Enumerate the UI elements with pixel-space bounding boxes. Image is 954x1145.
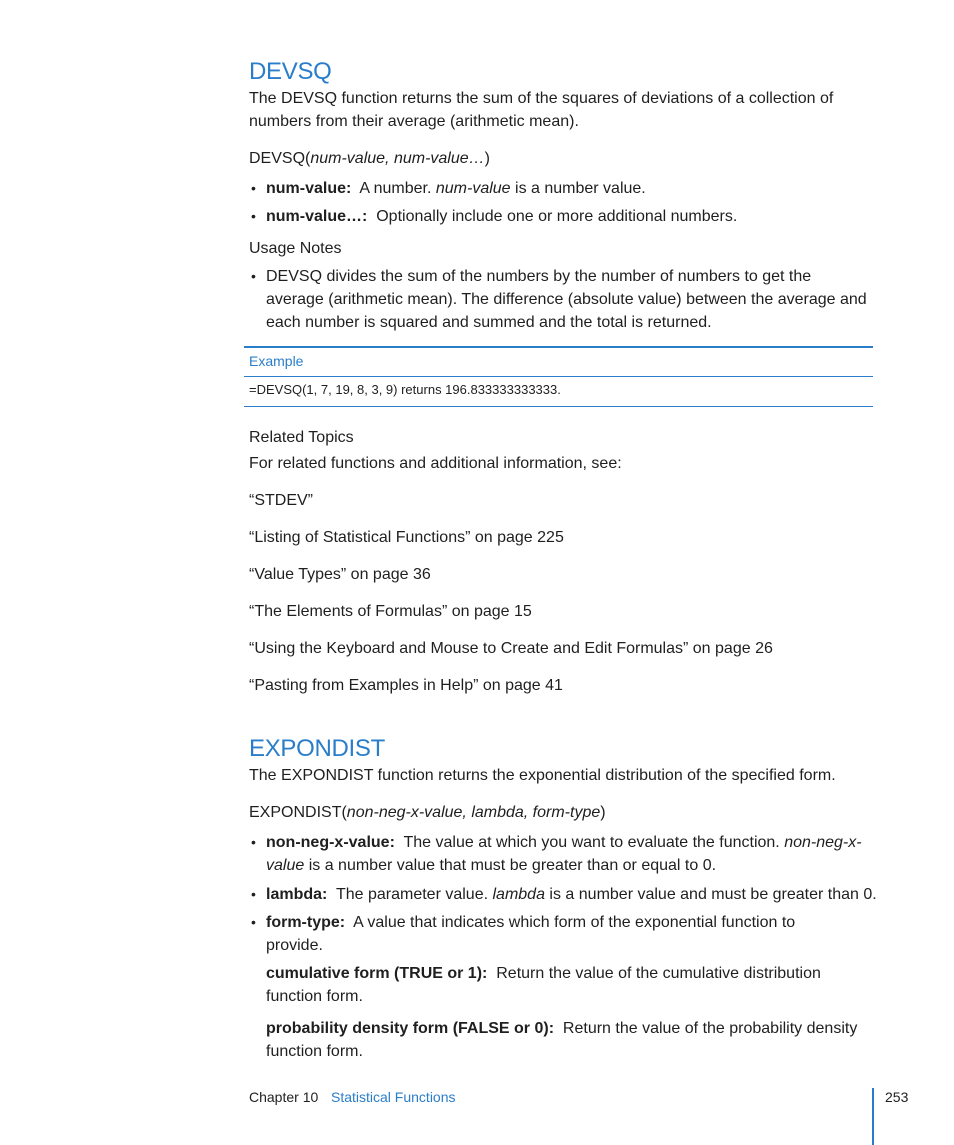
arg-italic: value	[266, 857, 305, 874]
usage-notes-heading: Usage Notes	[249, 240, 342, 257]
footer-section-link[interactable]: Statistical Functions	[331, 1089, 456, 1105]
probability-form-line2: function form.	[266, 1043, 363, 1060]
arg-italic: lambda	[492, 886, 545, 903]
arg-text: Optionally include one or more additional numbers.	[376, 208, 738, 225]
footer-divider	[872, 1088, 874, 1145]
option-text: Return the value of the probability density	[562, 1020, 858, 1037]
related-link-value-types[interactable]: “Value Types” on page 36	[249, 566, 431, 583]
syntax-function-name: EXPONDIST	[249, 804, 342, 821]
bullet-icon: •	[251, 834, 256, 850]
syntax-arguments: num-value, num-value…	[310, 150, 485, 167]
cumulative-form-line1	[266, 962, 821, 985]
arg-term: num-value…:	[266, 208, 368, 225]
arg-text: The parameter value.	[335, 886, 489, 903]
syntax-open-paren: (	[305, 150, 311, 167]
example-text: =DEVSQ(1, 7, 19, 8, 3, 9) returns 196.833333333333.	[249, 382, 561, 397]
option-term: cumulative form (TRUE or 1):	[266, 965, 488, 982]
example-label: Example	[249, 353, 304, 369]
related-topics-heading: Related Topics	[249, 429, 354, 446]
related-link-listing[interactable]: “Listing of Statistical Functions” on page 225	[249, 529, 564, 546]
bullet-icon: •	[251, 914, 256, 930]
devsq-heading: DEVSQ	[249, 58, 332, 85]
related-link-keyboard-mouse[interactable]: “Using the Keyboard and Mouse to Create and Edit Formulas” on page 26	[249, 640, 773, 657]
arg-text: is a number value.	[515, 180, 646, 197]
expondist-arg1-line1	[266, 831, 862, 854]
page-number: 253	[885, 1089, 909, 1105]
syntax-close-paren: )	[600, 804, 606, 821]
syntax-open-paren: (	[341, 804, 347, 821]
devsq-arg-num-value	[266, 177, 646, 200]
devsq-arg-num-value-more	[266, 205, 737, 228]
arg-term: num-value:	[266, 180, 352, 197]
option-text: Return the value of the cumulative distribution	[496, 965, 821, 982]
usage-line2: average (arithmetic mean). The difference (absolute value) between the average and	[266, 291, 867, 308]
arg-term: non-neg-x-value:	[266, 834, 395, 851]
arg-italic: non-neg-x-	[784, 834, 862, 851]
syntax-arguments: non-neg-x-value, lambda, form-type	[346, 804, 601, 821]
devsq-intro-line1: The DEVSQ function returns the sum of the squares of deviations of a collection of	[249, 90, 834, 107]
related-link-pasting[interactable]: “Pasting from Examples in Help” on page 41	[249, 677, 563, 694]
example-mid-rule	[244, 376, 873, 377]
expondist-arg1-line2	[266, 854, 716, 877]
bullet-icon: •	[251, 180, 256, 196]
bullet-icon: •	[251, 886, 256, 902]
arg-text: is a number value that must be greater than or equal to 0.	[308, 857, 717, 874]
probability-form-line1	[266, 1017, 857, 1040]
arg-term: form-type:	[266, 914, 346, 931]
cumulative-form-line2: function form.	[266, 988, 363, 1005]
expondist-intro: The EXPONDIST function returns the exponential distribution of the specified form.	[249, 767, 836, 784]
arg-term: lambda:	[266, 886, 328, 903]
arg-text: A value that indicates which form of the exponential function to	[353, 914, 796, 931]
syntax-function-name: DEVSQ	[249, 150, 306, 167]
related-link-stdev[interactable]: “STDEV”	[249, 492, 313, 509]
expondist-arg3-line1	[266, 911, 795, 934]
expondist-arg2	[266, 883, 877, 906]
related-intro: For related functions and additional information, see:	[249, 455, 622, 472]
bullet-icon: •	[251, 208, 256, 224]
usage-line1: DEVSQ divides the sum of the numbers by the number of numbers to get the	[266, 268, 812, 285]
option-term: probability density form (FALSE or 0):	[266, 1020, 555, 1037]
devsq-intro-line2: numbers from their average (arithmetic mean).	[249, 113, 579, 130]
devsq-syntax	[249, 147, 490, 170]
example-top-rule	[244, 346, 873, 348]
expondist-arg3-line2: provide.	[266, 937, 323, 954]
bullet-icon: •	[251, 268, 256, 284]
arg-italic: num-value	[435, 180, 511, 197]
syntax-close-paren: )	[484, 150, 490, 167]
usage-line3: each number is squared and summed and the total is returned.	[266, 314, 712, 331]
expondist-heading: EXPONDIST	[249, 735, 385, 762]
footer-chapter: Chapter 10	[249, 1089, 319, 1105]
expondist-syntax	[249, 801, 606, 824]
example-bottom-rule	[244, 406, 873, 407]
arg-text: A number.	[359, 180, 432, 197]
arg-text: The value at which you want to evaluate the function.	[403, 834, 780, 851]
related-link-elements[interactable]: “The Elements of Formulas” on page 15	[249, 603, 532, 620]
arg-text: is a number value and must be greater than 0.	[549, 886, 877, 903]
